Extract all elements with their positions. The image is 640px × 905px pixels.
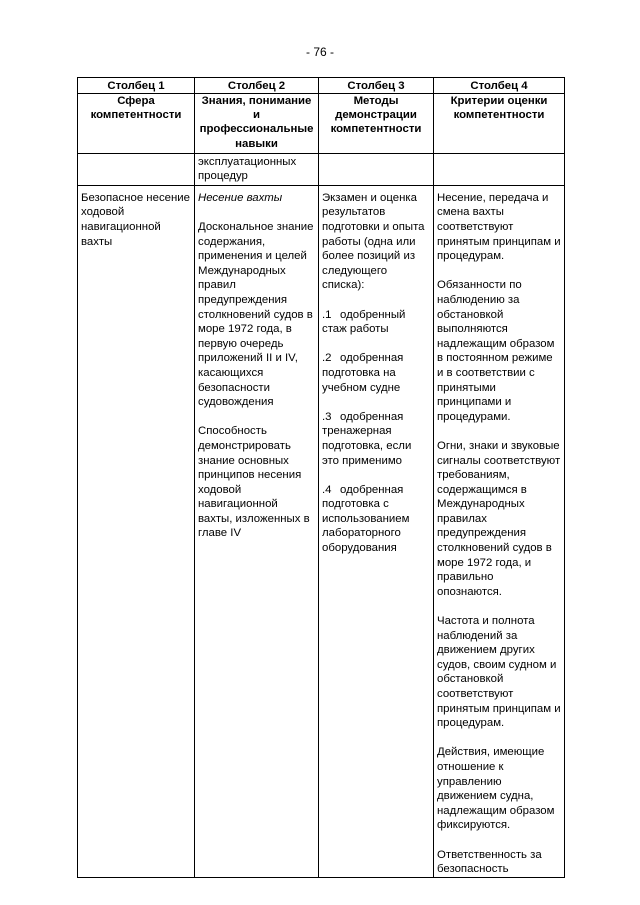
column-title-knowledge: Знания, понимание и профессиональные навыки <box>195 94 319 154</box>
table-row <box>78 185 565 877</box>
list-item <box>322 351 430 395</box>
list-item-number: .3 <box>322 410 332 423</box>
list-item <box>322 483 430 556</box>
column-number-4: Столбец 4 <box>434 78 565 94</box>
criteria-paragraph: Огни, знаки и звуковые сигналы соответствуют требованиям, содержащимся в Международных правилах предупреждения столкновений судов в море 1972 года, и правильно опознаются. <box>437 439 561 598</box>
competence-cell <box>78 185 195 877</box>
column-number-2: Столбец 2 <box>195 78 319 94</box>
column-number-row <box>78 78 565 94</box>
continuation-cell-3 <box>319 153 434 185</box>
knowledge-cell <box>195 185 319 877</box>
column-title-row <box>78 94 565 154</box>
list-item-text: одобренная подготовка с использованием лабораторного оборудования <box>322 483 410 555</box>
list-item-text: одобренная подготовка на учебном судне <box>322 352 404 394</box>
list-item-number: .1 <box>322 308 332 321</box>
list-item <box>322 410 430 468</box>
methods-cell <box>319 185 434 877</box>
column-number-1: Столбец 1 <box>78 78 195 94</box>
list-item <box>322 308 430 337</box>
knowledge-heading: Несение вахты <box>198 191 283 204</box>
list-item-number: .4 <box>322 483 332 496</box>
continuation-row <box>78 153 565 185</box>
competence-text: Безопасное несение ходовой навигационной вахты <box>81 191 190 248</box>
criteria-paragraph: Ответственность за безопасность <box>437 848 542 876</box>
continuation-cell-4 <box>434 153 565 185</box>
list-item-number: .2 <box>322 352 332 365</box>
column-title-criteria: Критерии оценки компетентности <box>434 94 565 154</box>
continuation-cell-2: эксплуатационных процедур <box>195 153 319 185</box>
page-number: - 76 - <box>305 45 334 59</box>
competence-table <box>77 77 565 878</box>
knowledge-paragraph: Способность демонстрировать знание основных принципов несения ходовой навигационной вахты, изложенных в главе IV <box>198 425 310 540</box>
column-title-competence: Сфера компетентности <box>78 94 195 154</box>
methods-intro: Экзамен и оценка результатов подготовки и опыта работы (одна или более позиций из следующего списка): <box>322 191 425 292</box>
column-title-methods: Методы демонстрации компетентности <box>319 94 434 154</box>
list-item-text: одобренный стаж работы <box>322 308 406 336</box>
criteria-paragraph: Несение, передача и смена вахты соответствуют принятым принципам и процедурам. <box>437 191 561 263</box>
continuation-cell-1 <box>78 153 195 185</box>
column-number-3: Столбец 3 <box>319 78 434 94</box>
list-item-text: одобренная тренажерная подготовка, если это применимо <box>322 410 412 467</box>
criteria-paragraph: Действия, имеющие отношение к управлению движением судна, надлежащим образом фиксируются. <box>437 746 555 832</box>
knowledge-paragraph: Доскональное знание содержания, применения и целей Международных правил предупреждения столкновений судов в море 1972 года, в первую очередь приложений II и IV, касающихся безопасности судовождения <box>198 221 314 409</box>
criteria-paragraph: Обязанности по наблюдению за обстановкой выполняются надлежащим образом в постоянном режиме и в соответствии с принятыми принципами и процедурами. <box>437 279 555 423</box>
criteria-paragraph: Частота и полнота наблюдений за движением других судов, своим судном и обстановкой соответствуют принятым принципам и процедурам. <box>437 615 561 730</box>
criteria-cell <box>434 185 565 877</box>
